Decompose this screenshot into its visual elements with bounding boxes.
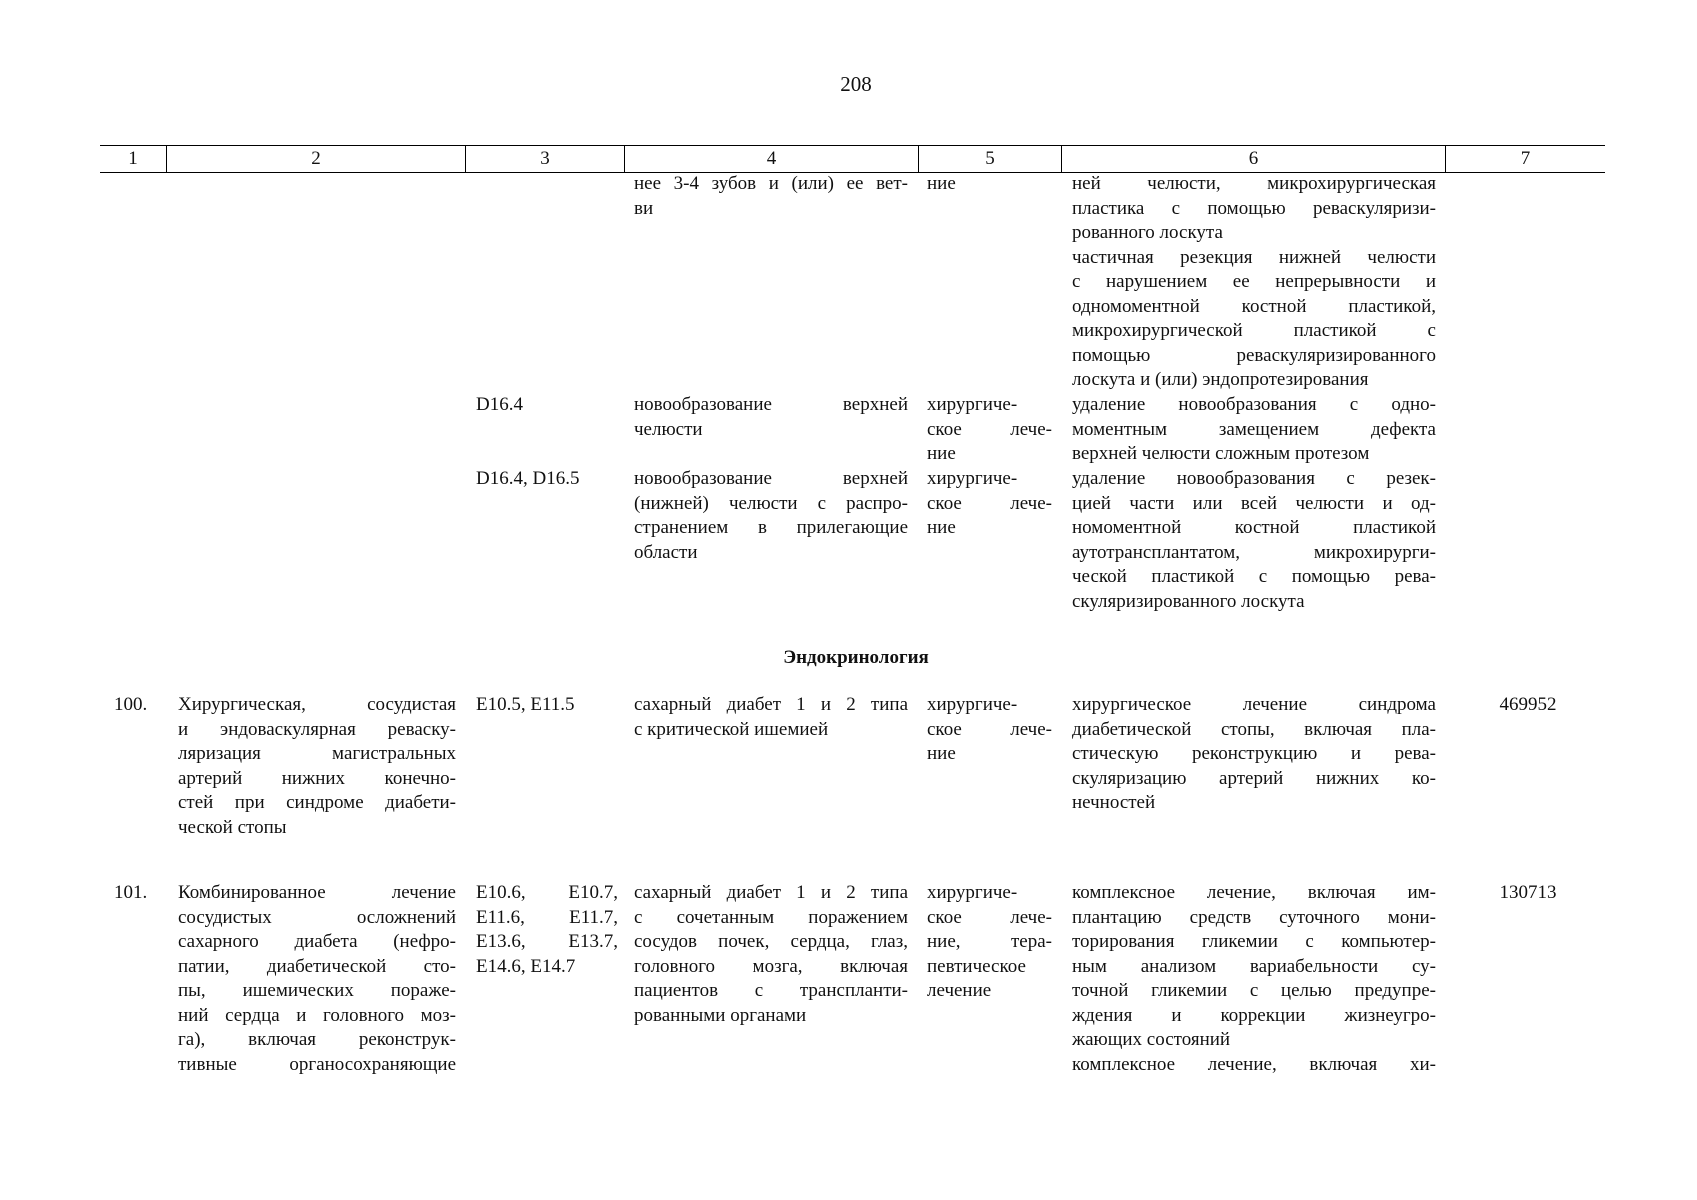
row-100-name [178,693,456,840]
text-line: скуляризированного лоскута [1072,590,1305,612]
header-col-5: 5 [918,146,1061,172]
row-d165-model [634,467,908,565]
row-101-name [178,881,456,1077]
text-line: ческой пластикой с помощью рева- [1072,566,1436,587]
text-line: лоскута и (или) эндопротезирования [1072,369,1369,390]
text-line: рованного лоскута [1072,222,1223,243]
text-line: Хирургическая, сосудистая [178,694,456,715]
text-line: ние [927,173,956,194]
row-d165-method [1072,467,1436,614]
text-line: патии, диабетической сто- [178,955,456,977]
text-line: сахарного диабета (нефро- [178,931,456,952]
text-line: верхней челюсти сложным протезом [1072,443,1370,464]
text-line: головного мозга, включая [634,955,908,977]
text-line: (нижней) челюсти с распро- [634,492,908,514]
header-col-3: 3 [465,146,624,172]
text-line: E13.6, E13.7, [476,931,618,952]
text-line: одномоментной костной пластикой, [1072,295,1436,317]
text-line: с критической ишемией [634,718,829,740]
text-line: плантацию средств суточного мони- [1072,906,1436,928]
row-100-price: 469952 [1499,694,1557,715]
text-line: странением в прилегающие [634,517,908,538]
text-line: ческой стопы [178,816,287,838]
text-line: ждения и коррекции жизнеугро- [1072,1004,1436,1026]
text-line: лечение [927,980,992,1001]
text-line: ние [927,743,956,764]
text-line: пациентов с транспланти- [634,980,908,1001]
text-line: ское лече- [927,418,1052,440]
text-line: области [634,541,698,563]
row-100-number: 100. [114,694,148,715]
continuation-type [927,172,1052,197]
header-col-2: 2 [166,146,465,172]
header-col-7: 7 [1445,146,1605,172]
text-line: торирования гликемии с компьютер- [1072,931,1436,952]
text-line: нее 3-4 зубов и (или) ее вет- [634,173,908,194]
text-line: ние [927,443,956,464]
text-line: ней челюсти, микрохирургическая [1072,173,1436,194]
header-col-4: 4 [624,146,918,172]
text-line: E11.6, E11.7, [476,906,618,928]
text-line: стическую реконструкцию и рева- [1072,743,1436,764]
text-line: хирургиче- [927,394,1018,415]
text-line: и эндоваскулярная реваску- [178,718,456,740]
text-line: комплексное лечение, включая хи- [1072,1053,1436,1075]
continuation-method [1072,172,1436,393]
row-d164-model [634,393,908,442]
row-100-method [1072,693,1436,816]
row-100-type [927,693,1052,767]
row-100-codes [476,693,626,718]
text-line: удаление новообразования с резек- [1072,468,1436,489]
row-d165-type [927,467,1052,541]
text-line: цией части или всей челюсти и од- [1072,492,1436,514]
page-number: 208 [840,72,872,96]
text-line: пы, ишемических пораже- [178,980,456,1001]
text-line: сахарный диабет 1 и 2 типа [634,882,908,903]
text-line: с нарушением ее непрерывности и [1072,271,1436,292]
text-line: рованными органами [634,1004,807,1026]
text-line: новообразование верхней [634,394,908,415]
text-line: сосудистых осложнений [178,906,456,928]
text-line: челюсти [634,418,703,440]
text-line: ви [634,197,654,219]
text-line: ний сердца и головного моз- [178,1004,456,1026]
row-101-codes [476,881,618,979]
text-line: хирургическое лечение синдрома [1072,694,1436,715]
text-line: га), включая реконструк- [178,1029,456,1050]
text-line: ское лече- [927,906,1052,928]
text-line: E10.6, E10.7, [476,882,618,903]
row-101-model [634,881,908,1028]
text-line: точной гликемии с целью предупре- [1072,980,1436,1001]
text-line: артерий нижних конечно- [178,767,456,789]
text-line: ние [927,517,956,538]
row-d164-method [1072,393,1436,467]
row-101-method [1072,881,1436,1077]
text-line: сосудов почек, сердца, глаз, [634,931,908,952]
text-line: помощью реваскуляризированного [1072,344,1436,366]
text-line: ское лече- [927,718,1052,740]
text-line: ным анализом вариабельности су- [1072,955,1436,977]
row-d165-codes [476,467,626,492]
text-line: E10.5, E11.5 [476,694,575,715]
header-col-6: 6 [1061,146,1445,172]
text-line: пластика с помощью реваскуляризи- [1072,197,1436,219]
text-line: хирургиче- [927,882,1018,903]
text-line: ское лече- [927,492,1052,514]
text-line: аутотрансплантатом, микрохирурги- [1072,541,1436,563]
text-line: певтическое [927,955,1026,977]
text-line: с сочетанным поражением [634,906,908,928]
row-101-number: 101. [114,882,148,903]
text-line: ние, тера- [927,931,1052,952]
continuation-model [634,172,908,221]
text-line: D16.4 [476,394,523,415]
row-d164-type [927,393,1052,467]
text-line: стей при синдроме диабети- [178,792,456,813]
text-line: удаление новообразования с одно- [1072,394,1436,415]
header-col-1: 1 [128,148,138,169]
table-header-row [100,145,1605,173]
text-line: новообразование верхней [634,468,908,489]
text-line: хирургиче- [927,468,1018,489]
text-line: D16.4, D16.5 [476,468,580,489]
text-line: хирургиче- [927,694,1018,715]
text-line: частичная резекция нижней челюсти [1072,246,1436,268]
row-101-type [927,881,1052,1004]
text-line: нечностей [1072,792,1156,813]
text-line: E14.6, E14.7 [476,955,576,977]
text-line: тивные органосохраняющие [178,1053,456,1075]
row-d164-codes [476,393,626,418]
text-line: сахарный диабет 1 и 2 типа [634,694,908,715]
section-title: Эндокринология [783,647,929,668]
text-line: жающих состояний [1072,1029,1231,1050]
text-line: Комбинированное лечение [178,882,456,903]
text-line: микрохирургической пластикой с [1072,320,1436,341]
text-line: ляризация магистральных [178,743,456,764]
text-line: номоментной костной пластикой [1072,517,1436,538]
text-line: моментным замещением дефекта [1072,418,1436,440]
text-line: диабетической стопы, включая пла- [1072,718,1436,740]
row-101-price: 130713 [1499,882,1557,903]
text-line: скуляризацию артерий нижних ко- [1072,767,1436,789]
row-100-model [634,693,908,742]
text-line: комплексное лечение, включая им- [1072,882,1436,903]
